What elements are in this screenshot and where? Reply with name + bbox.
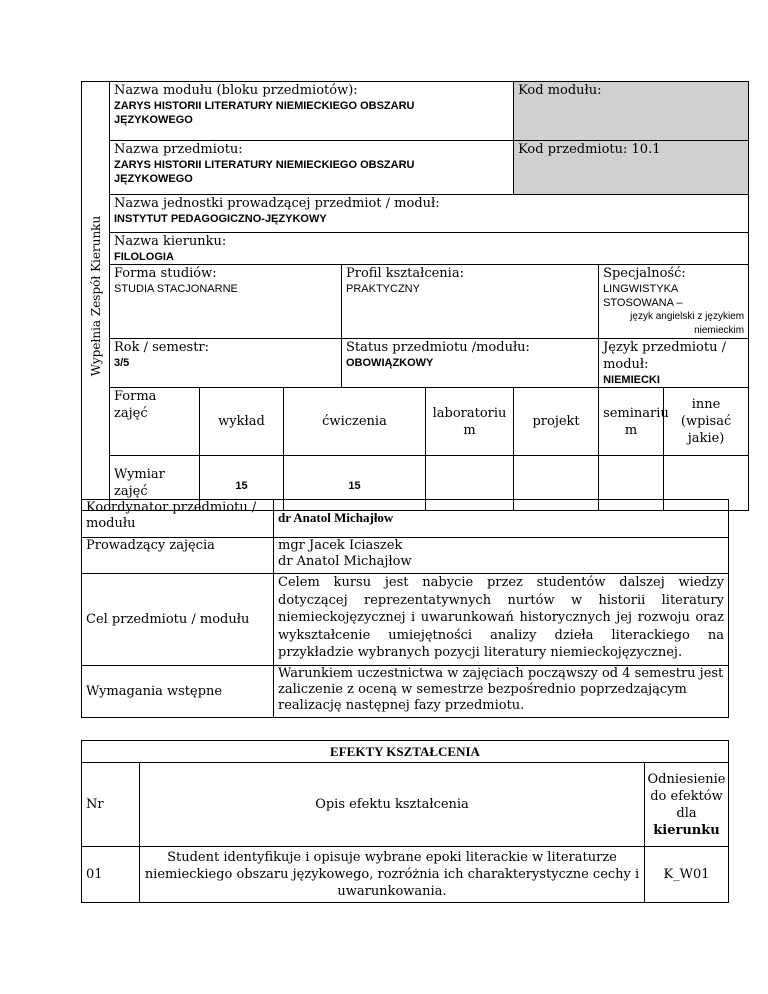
- coordinator-label: Koordynator przedmiotu / modułu: [86, 500, 257, 531]
- effects-col-ref-4: kierunku: [653, 822, 720, 838]
- teachers-value-cell: [274, 538, 729, 574]
- subject-name-value: ZARYS HISTORII LITERATURY NIEMIECKIEGO OBSZARU JĘZYKOWEGO: [114, 159, 415, 185]
- course-details-table: [81, 499, 729, 718]
- specialty-value: LINGWISTYKA STOSOWANA –: [603, 283, 683, 309]
- language-cell: [599, 339, 749, 388]
- effect-ref: [645, 847, 729, 903]
- field-value: FILOLOGIA: [114, 251, 174, 263]
- form-inne-label-1: inne: [691, 397, 721, 412]
- effect-ref-value: K_W01: [663, 867, 710, 882]
- goal-value: Celem kursu jest nabycie przez studentów dalszej wiedzy dotyczącej reprezentatywnych nurtów w historii literatury niemieckojęzycznej i uwarunkowań historycznych jej rozwoju oraz wykształcenie umiejętności analizy dzieła literackiego na przykładzie wybranych pozycji literatury niemieckojęzycznej.: [278, 575, 724, 660]
- form-lab-label-1: laboratoriu: [432, 405, 507, 421]
- module-name-label: Nazwa modułu (bloku przedmiotów):: [114, 83, 358, 98]
- effects-col-nr: [82, 763, 140, 847]
- requirements-value-cell: [274, 666, 729, 718]
- year-cell: [110, 339, 342, 388]
- hours-wyklad-value: 15: [235, 479, 248, 492]
- hours-label-1: Wymiar: [114, 467, 165, 482]
- study-form-label: Forma studiów:: [114, 266, 217, 281]
- effects-col-ref-1: Odniesienie: [647, 771, 726, 787]
- status-label: Status przedmiotu /modułu:: [346, 340, 530, 355]
- hours-label-2: zajęć: [114, 484, 148, 499]
- profile-cell: [342, 265, 599, 339]
- form-cwiczenia: [284, 388, 426, 456]
- module-name-value: ZARYS HISTORII LITERATURY NIEMIECKIEGO OBSZARU JĘZYKOWEGO: [114, 100, 415, 126]
- effect-nr-value: 01: [86, 867, 103, 882]
- form-wyklad-label: wykład: [218, 414, 265, 429]
- side-label: Wypełnia Zespół Kierunku: [88, 215, 103, 377]
- form-projekt-label: projekt: [532, 414, 580, 429]
- profile-value: PRAKTYCZNY: [346, 283, 420, 295]
- specialty-cell: [599, 265, 749, 339]
- profile-label: Profil kształcenia:: [346, 266, 464, 281]
- form-lab-label-2: m: [463, 422, 476, 438]
- form-lab: [426, 388, 514, 456]
- side-label-cell: [82, 82, 110, 511]
- forms-label-1: Forma: [114, 389, 157, 404]
- requirements-value: Warunkiem uczestnictwa w zajęciach począwszy od 4 semestru jest zaliczenie z oceną w semestrze bezpośrednio poprzedzającym realizację następnej fazy przedmiotu.: [278, 666, 724, 713]
- teachers-label: Prowadzący zajęcia: [86, 538, 215, 553]
- unit-label: Nazwa jednostki prowadzącej przedmiot / moduł:: [114, 196, 440, 211]
- effects-table: [81, 740, 729, 903]
- goal-value-cell: [274, 574, 729, 666]
- course-info-table: [81, 81, 749, 511]
- specialty-value-2: język angielski z językiem niemieckim: [630, 311, 745, 336]
- module-name-cell: [110, 82, 514, 141]
- effects-col-ref-3: dla: [676, 805, 697, 821]
- form-inne-label-2: (wpisać: [680, 414, 732, 429]
- module-code-label: Kod modułu:: [518, 83, 602, 98]
- requirements-label: Wymagania wstępne: [86, 683, 223, 699]
- specialty-label: Specjalność:: [603, 266, 686, 281]
- year-value: 3/5: [114, 357, 130, 369]
- coordinator-label-cell: [82, 500, 274, 538]
- hours-cwiczenia-value: 15: [348, 479, 361, 492]
- coordinator-value-cell: [274, 500, 729, 538]
- language-label: Język przedmiotu / moduł:: [603, 340, 726, 372]
- subject-name-label: Nazwa przedmiotu:: [114, 142, 243, 157]
- subject-code-cell: [514, 141, 749, 195]
- teacher-1: mgr Jacek Iciaszek: [278, 538, 403, 553]
- field-label: Nazwa kierunku:: [114, 234, 227, 249]
- effects-col-desc: [140, 763, 645, 847]
- status-cell: [342, 339, 599, 388]
- language-value: NIEMIECKI: [603, 374, 660, 386]
- unit-cell: [110, 195, 749, 233]
- field-cell: [110, 233, 749, 265]
- teacher-2: dr Anatol Michajłow: [278, 554, 412, 569]
- effects-col-ref-2: do efektów: [650, 788, 723, 804]
- coordinator-value: dr Anatol Michajłow: [278, 510, 394, 525]
- form-sem-label-2: m: [624, 422, 638, 438]
- module-code-cell: [514, 82, 749, 141]
- form-inne-label-3: jakie): [687, 431, 725, 446]
- forms-label-2: zajęć: [114, 406, 148, 421]
- unit-value: INSTYTUT PEDAGOGICZNO-JĘZYKOWY: [114, 213, 327, 225]
- effects-col-nr-label: Nr: [86, 797, 104, 812]
- subject-code-label: Kod przedmiotu: 10.1: [518, 142, 661, 157]
- requirements-label-cell: [82, 666, 274, 718]
- form-projekt: [514, 388, 599, 456]
- subject-name-cell: [110, 141, 514, 195]
- effect-desc: [140, 847, 645, 903]
- form-cwiczenia-label: ćwiczenia: [322, 414, 387, 429]
- effect-nr: [82, 847, 140, 903]
- effects-col-desc-label: Opis efektu kształcenia: [315, 797, 469, 812]
- effects-col-ref: [645, 763, 729, 847]
- form-wyklad: [200, 388, 284, 456]
- effects-title: EFEKTY KSZTAŁCENIA: [330, 743, 480, 759]
- form-sem-label-1: seminariu: [603, 405, 669, 421]
- form-inne: [664, 388, 749, 456]
- table-row: [82, 847, 729, 903]
- goal-label-cell: [82, 574, 274, 666]
- study-form-cell: [110, 265, 342, 339]
- study-form-value: STUDIA STACJONARNE: [114, 283, 238, 295]
- effects-title-cell: [82, 741, 729, 763]
- year-label: Rok / semestr:: [114, 340, 210, 355]
- teachers-label-cell: [82, 538, 274, 574]
- goal-label: Cel przedmiotu / modułu: [86, 611, 250, 627]
- form-seminarium: [599, 388, 669, 456]
- effect-desc-value: Student identyfikuje i opisuje wybrane epoki literackie w literaturze niemieckiego obszaru językowego, rozróżnia ich charakterystyczne cechy i uwarunkowania.: [144, 850, 640, 899]
- status-value: OBOWIĄZKOWY: [346, 357, 434, 369]
- forms-row-label: [110, 388, 200, 456]
